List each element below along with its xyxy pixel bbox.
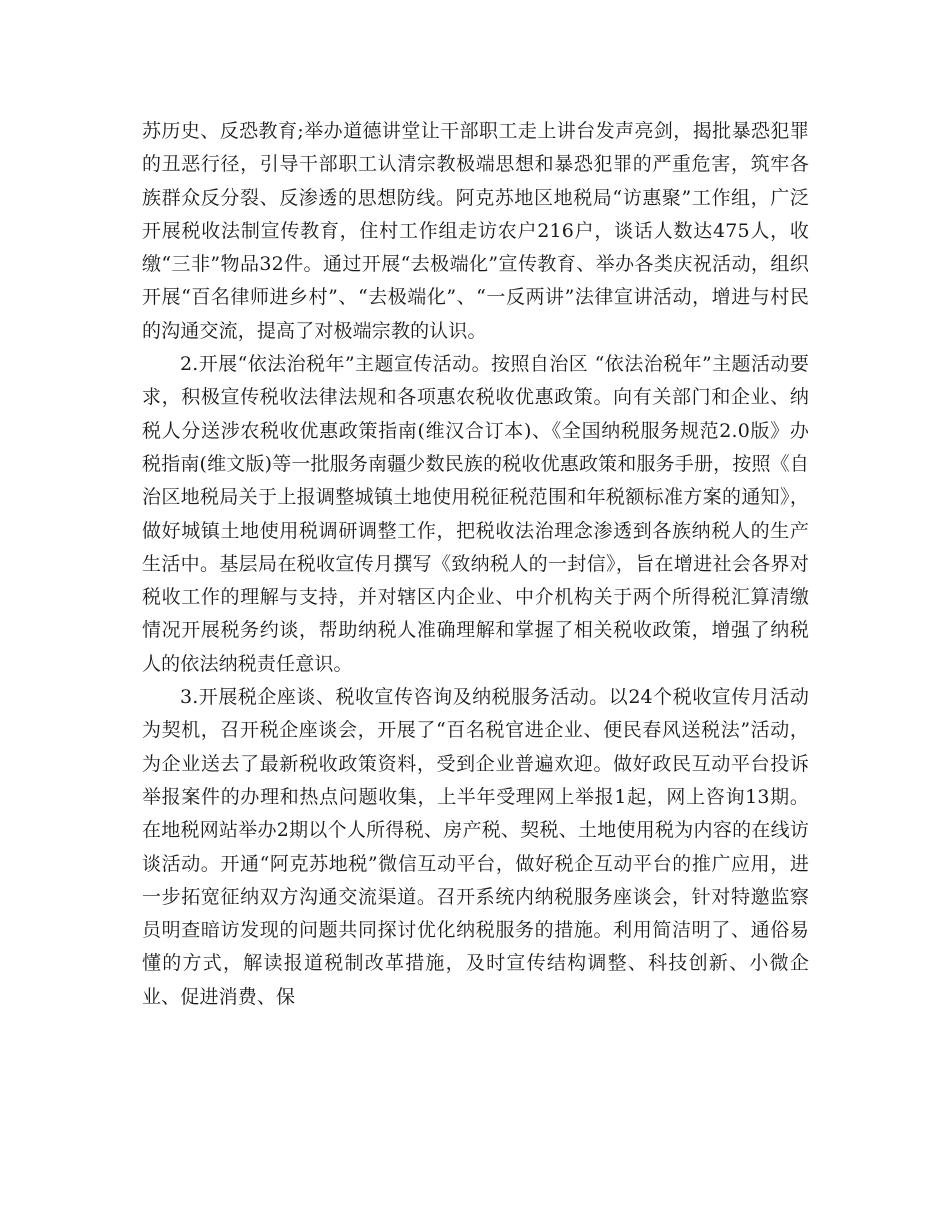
- document-body: [142, 115, 809, 1014]
- paragraph-item-2: 2.开展“依法治税年”主题宣传活动。按照自治区 “依法治税年”主题活动要求，积极宣传税收法律法规和各项惠农税收优惠政策。向有关部门和企业、纳税人分送涉农税收优惠政策指南(维汉合订本)、《全国纳税服务规范2.0版》办税指南(维文版)等一批服务南疆少数民族的税收优惠政策和服务手册，按照《自治区地税局关于上报调整城镇土地使用税征税范围和年税额标准方案的通知》，做好城镇土地使用税调研调整工作，把税收法治理念渗透到各族纳税人的生产生活中。基层局在税收宣传月撰写《致纳税人的一封信》，旨在增进社会各界对税收工作的理解与支持，并对辖区内企业、中介机构关于两个所得税汇算清缴情况开展税务约谈，帮助纳税人准确理解和掌握了相关税收政策，增强了纳税人的依法纳税责任意识。: [142, 353, 809, 675]
- paragraph-continuation: 苏历史、反恐教育;举办道德讲堂让干部职工走上讲台发声亮剑，揭批暴恐犯罪的丑恶行径，引导干部职工认清宗教极端思想和暴恐犯罪的严重危害，筑牢各族群众反分裂、反渗透的思想防线。阿克苏地区地税局“访惠聚”工作组，广泛开展税收法制宣传教育，住村工作组走访农户216户，谈话人数达475人，收缴“三非”物品32件。通过开展“去极端化”宣传教育、举办各类庆祝活动，组织开展“百名律师进乡村”、“去极端化”、“一反两讲”法律宣讲活动，增进与村民的沟通交流，提高了对极端宗教的认识。: [142, 120, 809, 342]
- paragraph-item-3: 3.开展税企座谈、税收宣传咨询及纳税服务活动。以24个税收宣传月活动为契机，召开税企座谈会，开展了“百名税官进企业、便民春风送税法”活动，为企业送去了最新税收政策资料，受到企业普遍欢迎。做好政民互动平台投诉举报案件的办理和热点问题收集，上半年受理网上举报1起，网上咨询13期。在地税网站举办2期以个人所得税、房产税、契税、土地使用税为内容的在线访谈活动。开通“阿克苏地税”微信互动平台，做好税企互动平台的推广应用，进一步拓宽征纳双方沟通交流渠道。召开系统内纳税服务座谈会，针对特邀监察员明查暗访发现的问题共同探讨优化纳税服务的措施。利用简洁明了、通俗易懂的方式，解读报道税制改革措施，及时宣传结构调整、科技创新、小微企业、促进消费、保: [142, 686, 809, 1008]
